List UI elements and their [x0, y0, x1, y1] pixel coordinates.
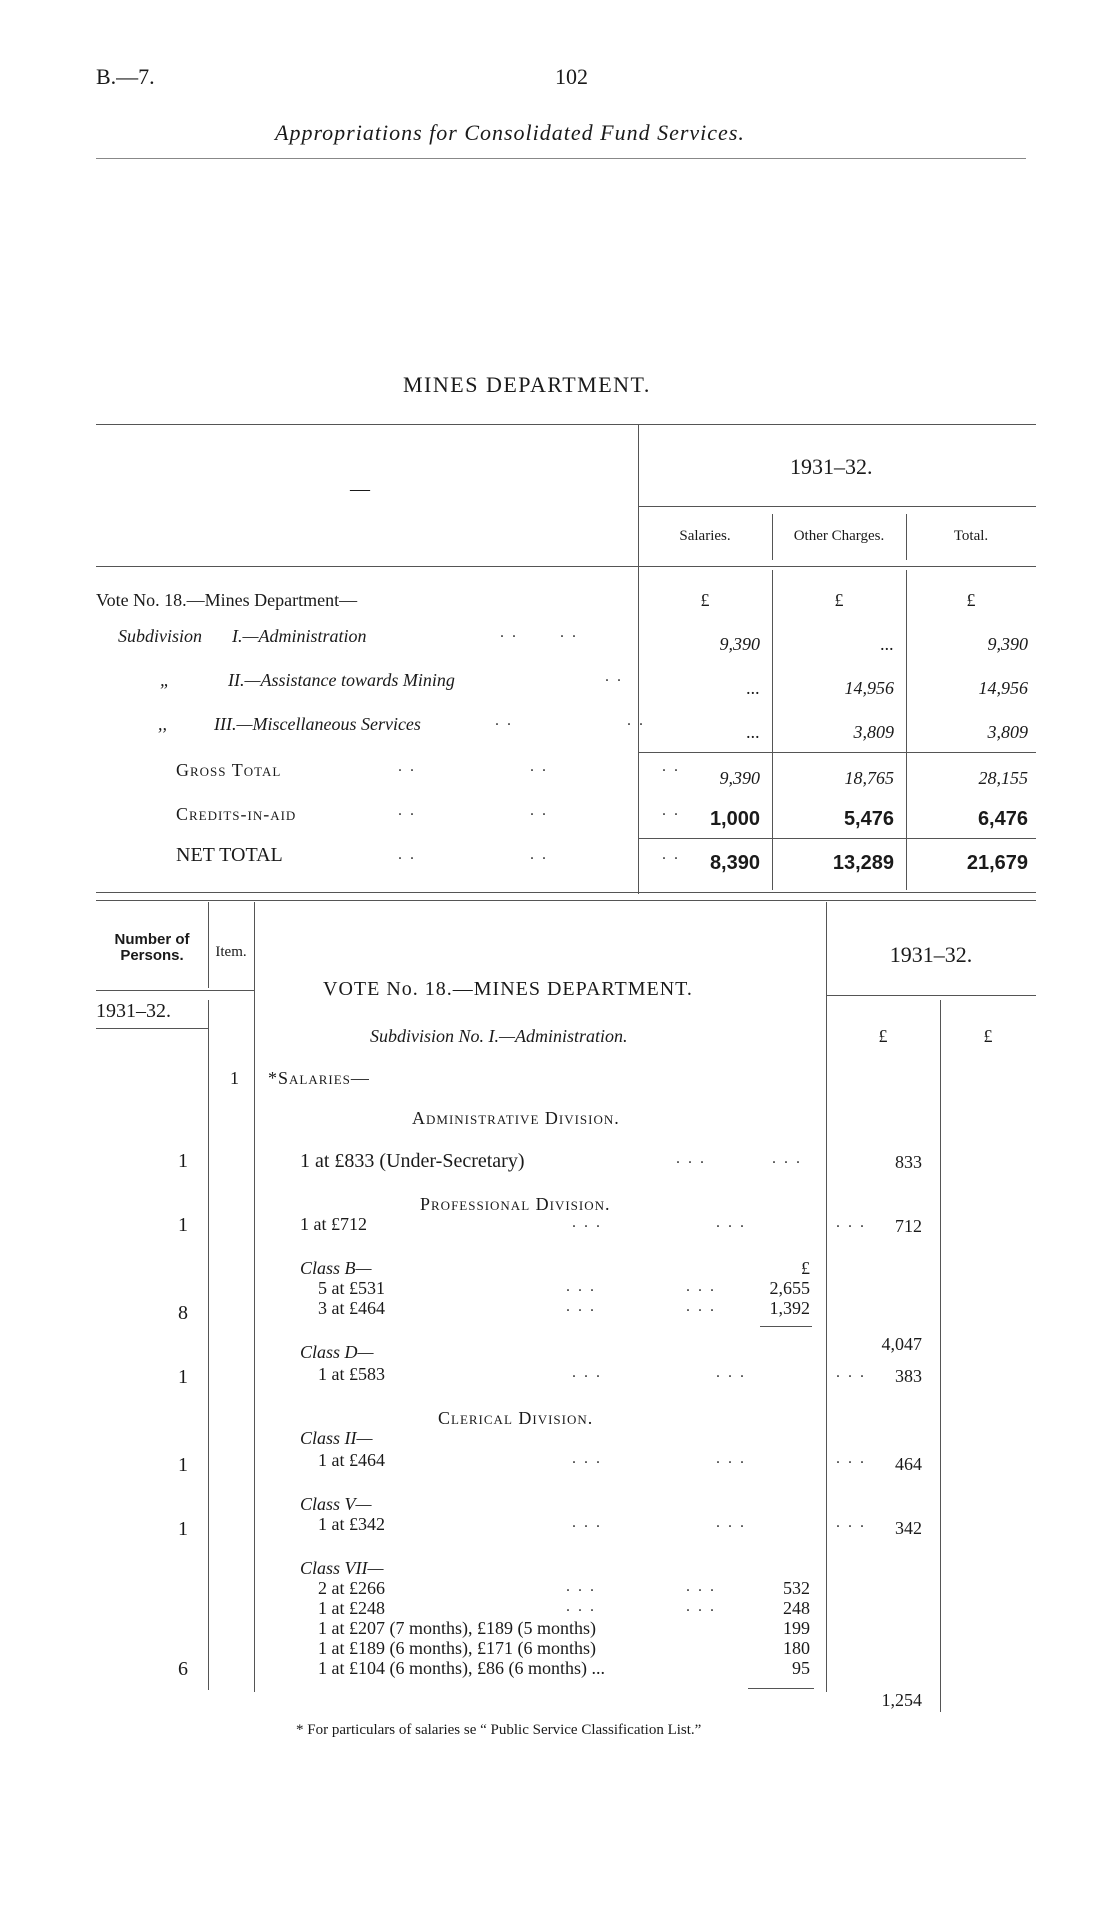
currency-other: £ [834, 590, 844, 610]
prof-division-heading: Professional Division. [420, 1194, 611, 1214]
class-ii-persons: 1 [178, 1454, 188, 1476]
summary-dash: — [350, 478, 370, 500]
admin-division-heading: Administrative Division. [412, 1108, 620, 1128]
class-v-heading: Class V— [300, 1494, 372, 1514]
class-v-line: 1 at £342 [318, 1514, 385, 1534]
class-vii-line: 1 at £207 (7 months), £189 (5 months) [318, 1618, 596, 1638]
item-number: 1 [230, 1068, 239, 1088]
row-other: ... [880, 634, 894, 654]
class-vii-total: 1,254 [881, 1690, 922, 1710]
gross-other: 18,765 [844, 768, 894, 788]
currency-salaries: £ [700, 590, 710, 610]
class-d-amount: 383 [895, 1366, 922, 1386]
col-number-of-persons: Number of Persons. [114, 931, 190, 964]
credits-salaries: 1,000 [709, 808, 760, 830]
vote-label: Vote No. 18.—Mines Department— [96, 590, 358, 610]
row-total: 14,956 [978, 678, 1028, 698]
footnote: * For particulars of salaries se “ Public Service Classification List.” [296, 1722, 702, 1738]
row-prefix: Subdivision [118, 626, 202, 646]
page-title: Appropriations for Consolidated Fund Services. [275, 120, 745, 145]
class-vii-amount: 180 [783, 1638, 810, 1658]
page-reference: B.—7. [96, 64, 155, 89]
row-total: 3,809 [987, 722, 1028, 742]
class-b-heading: Class B— [300, 1258, 372, 1278]
class-v-amount: 342 [895, 1518, 922, 1538]
col-other-charges: Other Charges. [793, 528, 885, 544]
row-label: II.—Assistance towards Mining [228, 670, 455, 690]
row-prefix: ,, [158, 714, 167, 734]
class-vii-amount: 532 [783, 1578, 810, 1598]
class-vii-heading: Class VII— [300, 1558, 384, 1578]
class-vii-amount: 95 [792, 1658, 810, 1678]
class-d-heading: Class D— [300, 1342, 374, 1362]
row-other: 3,809 [853, 722, 894, 742]
gross-salaries: 9,390 [719, 768, 760, 788]
admin-line: 1 at £833 (Under-Secretary) [300, 1150, 525, 1172]
gross-total-label: Gross Total [176, 760, 282, 780]
subdivision-title: Subdivision No. I.—Administration. [370, 1026, 628, 1046]
admin-amount: 833 [895, 1152, 922, 1172]
row-total: 9,390 [987, 634, 1028, 654]
net-salaries: 8,390 [709, 852, 760, 874]
class-vii-amount: 199 [783, 1618, 810, 1638]
class-b-line: 3 at £464 [318, 1298, 385, 1318]
detail-year-right: 1931–32. [889, 942, 973, 967]
class-vii-line: 2 at £266 [318, 1578, 385, 1598]
col-total: Total. [953, 528, 989, 544]
class-vii-amount: 248 [783, 1598, 810, 1618]
clerical-division-heading: Clerical Division. [438, 1408, 594, 1428]
class-b-amount: 1,392 [769, 1298, 810, 1318]
row-label: I.—Administration [232, 626, 367, 646]
row-other: 14,956 [844, 678, 894, 698]
section-title: MINES DEPARTMENT. [403, 372, 651, 397]
vote-title: VOTE No. 18.—MINES DEPARTMENT. [323, 978, 693, 1000]
currency-col-2: £ [983, 1026, 993, 1046]
credits-label: Credits-in-aid [176, 804, 297, 824]
class-b-persons: 8 [178, 1302, 188, 1324]
row-label: III.—Miscellaneous Services [214, 714, 421, 734]
class-ii-amount: 464 [895, 1454, 922, 1474]
credits-other: 5,476 [843, 808, 894, 830]
class-vii-line: 1 at £104 (6 months), £86 (6 months) ... [318, 1658, 605, 1678]
class-d-persons: 1 [178, 1366, 188, 1388]
net-total-label: NET TOTAL [176, 844, 283, 866]
salaries-heading: *Salaries— [268, 1068, 370, 1088]
class-b-currency: £ [801, 1258, 810, 1278]
class-ii-line: 1 at £464 [318, 1450, 385, 1470]
prof-persons: 1 [178, 1214, 188, 1236]
class-b-line: 5 at £531 [318, 1278, 385, 1298]
class-b-amount: 2,655 [769, 1278, 810, 1298]
admin-persons: 1 [178, 1150, 188, 1172]
class-vii-line: 1 at £248 [318, 1598, 385, 1618]
net-other: 13,289 [832, 852, 894, 874]
summary-year: 1931–32. [790, 454, 873, 479]
header-divider [96, 158, 1026, 159]
page-number: 102 [555, 64, 588, 89]
row-salaries: 9,390 [719, 634, 760, 654]
class-ii-heading: Class II— [300, 1428, 373, 1448]
col-item: Item. [215, 944, 247, 960]
currency-total: £ [966, 590, 976, 610]
gross-total: 28,155 [978, 768, 1028, 788]
class-vii-persons: 6 [178, 1658, 188, 1680]
row-salaries: ... [746, 678, 760, 698]
row-prefix: „ [160, 670, 171, 690]
row-salaries: ... [746, 722, 760, 742]
class-d-line: 1 at £583 [318, 1364, 385, 1384]
class-b-total: 4,047 [881, 1334, 922, 1354]
net-total: 21,679 [966, 852, 1028, 874]
class-v-persons: 1 [178, 1518, 188, 1540]
prof-line: 1 at £712 [300, 1214, 367, 1234]
credits-total: 6,476 [977, 808, 1028, 830]
detail-year-left: 1931–32. [96, 1000, 171, 1022]
currency-col-1: £ [878, 1026, 888, 1046]
col-salaries: Salaries. [679, 528, 731, 544]
class-vii-line: 1 at £189 (6 months), £171 (6 months) [318, 1638, 596, 1658]
prof-amount: 712 [895, 1216, 922, 1236]
